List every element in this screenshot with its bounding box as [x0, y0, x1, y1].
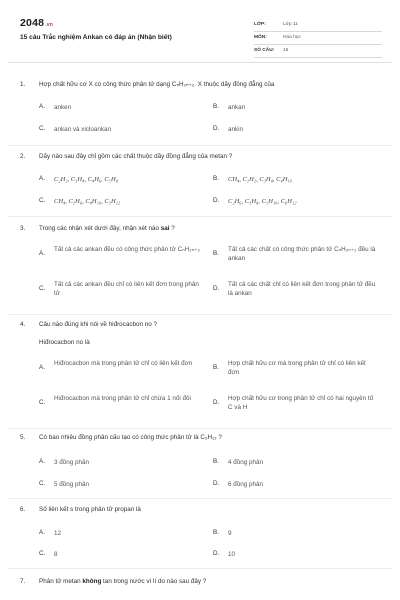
option-text: Tất cả các ankan đều có công thức phân tử CₙH₂ₙ₊₂ — [54, 246, 200, 253]
option-label: D. — [213, 480, 220, 487]
option-label: B. — [213, 364, 219, 371]
question-text: Có bao nhiêu đồng phân cấu tạo có công thức phân tử là C₅H₁₂ ? — [39, 434, 222, 441]
question-2 — [20, 153, 382, 209]
question-text: Số liên kết s trong phân tử propan là — [39, 506, 141, 513]
question-emphasis: sai — [160, 225, 170, 232]
option-text: 8 — [54, 551, 58, 558]
option-text: C₂H₆, C₃H₈, C₅H₁₀, C₆H₁₂ — [228, 198, 297, 205]
option-text: 12 — [54, 530, 62, 537]
meta-table — [254, 19, 382, 58]
option-text: Hợp chất hữu cơ trong phân tử chỉ có hai nguyên tố C và H — [228, 395, 374, 411]
question-emphasis: không — [82, 578, 102, 585]
meta-row-count — [254, 45, 382, 58]
option-text: anken — [54, 104, 72, 111]
option-text: 4 đồng phân — [228, 459, 264, 466]
question-6 — [20, 506, 382, 566]
question-separator — [8, 568, 392, 569]
document-header — [20, 17, 382, 59]
meta-value: 15 — [283, 48, 289, 53]
question-1 — [20, 81, 382, 141]
question-text — [39, 225, 379, 233]
option-text: Hiđrocacbon mà trong phân tử chỉ chứa 1 nối đôi — [54, 395, 191, 402]
option-text: 5 đồng phân — [54, 481, 90, 488]
option-label: B. — [213, 529, 219, 536]
option-label: B. — [213, 103, 219, 110]
option-text: ankan và xicloankan — [54, 126, 112, 133]
question-separator — [8, 145, 392, 146]
option-label: D. — [213, 399, 220, 406]
option-label: B. — [213, 250, 219, 257]
option-label: D. — [213, 197, 220, 204]
question-5 — [20, 434, 382, 494]
question-stem: Hiđrocacbon no là — [39, 339, 90, 346]
document-title: 15 câu Trắc nghiệm Ankan có đáp án (Nhận biết) — [20, 34, 172, 41]
question-text: Hợp chất hữu cơ X có công thức phân tử dạng CₙH₂ₙ₊₂. X thuộc dãy đồng đẳng của — [39, 81, 275, 88]
question-text: Câu nào đúng khi nói về hiđrocacbon no ? — [39, 321, 157, 328]
option-text: Tất cả các chất chỉ có liên kết đơn trong phân tử đều là ankan — [228, 281, 376, 297]
logo-suffix: .vn — [45, 22, 53, 28]
question-text-post: ? — [169, 225, 175, 232]
option-label: C. — [39, 550, 46, 557]
option-label: B. — [213, 175, 219, 182]
question-text: Dãy nào sau đây chỉ gồm các chất thuộc dãy đồng đẳng của metan ? — [39, 153, 233, 160]
option-text: CH₄, C₂H₆, C₄H₁₀, C₅H₁₂ — [54, 198, 121, 205]
meta-value: Lớp 11 — [283, 22, 298, 27]
option-label: C. — [39, 399, 46, 406]
option-text: 9 — [228, 530, 232, 537]
option-text: Tất cả các chất có công thức phân tử CₙH₂ₙ₊₂ đều là ankan — [228, 246, 376, 262]
question-separator — [8, 216, 392, 217]
question-number: 4. — [20, 321, 26, 328]
option-text: Hiđrocacbon mà trong phân tử chỉ có liên kết đơn — [54, 360, 193, 367]
question-number: 5. — [20, 434, 26, 441]
option-text: CH₄, C₂H₂, C₃H₄, C₄H₁₀ — [228, 176, 292, 183]
option-label: D. — [213, 550, 220, 557]
meta-label: LỚP: — [254, 22, 266, 27]
header-divider — [8, 62, 392, 63]
meta-label: MÔN: — [254, 35, 267, 40]
logo-text: 2048 — [20, 17, 45, 29]
question-number: 1. — [20, 81, 26, 88]
question-text — [39, 578, 379, 586]
meta-row-subject — [254, 32, 382, 45]
option-text: C₂H₂, C₃H₄, C₄H₆, C₅H₈ — [54, 176, 118, 183]
option-text: 6 đồng phân — [228, 481, 264, 488]
question-separator — [8, 314, 392, 315]
option-label: C. — [39, 125, 46, 132]
question-number: 2. — [20, 153, 26, 160]
site-logo[interactable] — [20, 17, 53, 29]
option-label: A. — [39, 175, 45, 182]
option-label: D. — [213, 125, 220, 132]
question-text-post: tan trong nước vì lí do nào sau đây ? — [101, 578, 207, 585]
option-label: C. — [39, 197, 46, 204]
question-separator — [8, 498, 392, 499]
option-text: ankan — [228, 104, 246, 111]
meta-row-class — [254, 19, 382, 32]
option-label: A. — [39, 364, 45, 371]
option-label: D. — [213, 285, 220, 292]
option-text: Hợp chất hữu cơ mà trong phân tử chỉ có liên kết đơn — [228, 360, 366, 376]
question-text-pre: Phân tử metan — [39, 578, 83, 585]
option-label: A. — [39, 103, 45, 110]
option-label: B. — [213, 458, 219, 465]
option-label: A. — [39, 458, 45, 465]
option-label: A. — [39, 529, 45, 536]
question-number: 7. — [20, 578, 26, 585]
question-3 — [20, 225, 382, 309]
option-text: ankin — [228, 126, 244, 133]
question-separator — [8, 428, 392, 429]
meta-label: SỐ CÂU: — [254, 48, 275, 53]
question-text-pre: Trong các nhận xét dưới đây, nhận xét nào — [39, 225, 161, 232]
question-number: 3. — [20, 225, 26, 232]
option-text: 3 đồng phân — [54, 459, 90, 466]
option-text: Tất cả các ankan đều chỉ có liên kết đơn trong phân tử — [54, 281, 199, 297]
option-label: A. — [39, 250, 45, 257]
option-label: C. — [39, 285, 46, 292]
meta-value: Hóa học — [283, 35, 301, 40]
question-number: 6. — [20, 506, 26, 513]
option-text: 10 — [228, 551, 236, 558]
option-label: C. — [39, 480, 46, 487]
question-7 — [20, 578, 382, 592]
question-4 — [20, 321, 382, 427]
